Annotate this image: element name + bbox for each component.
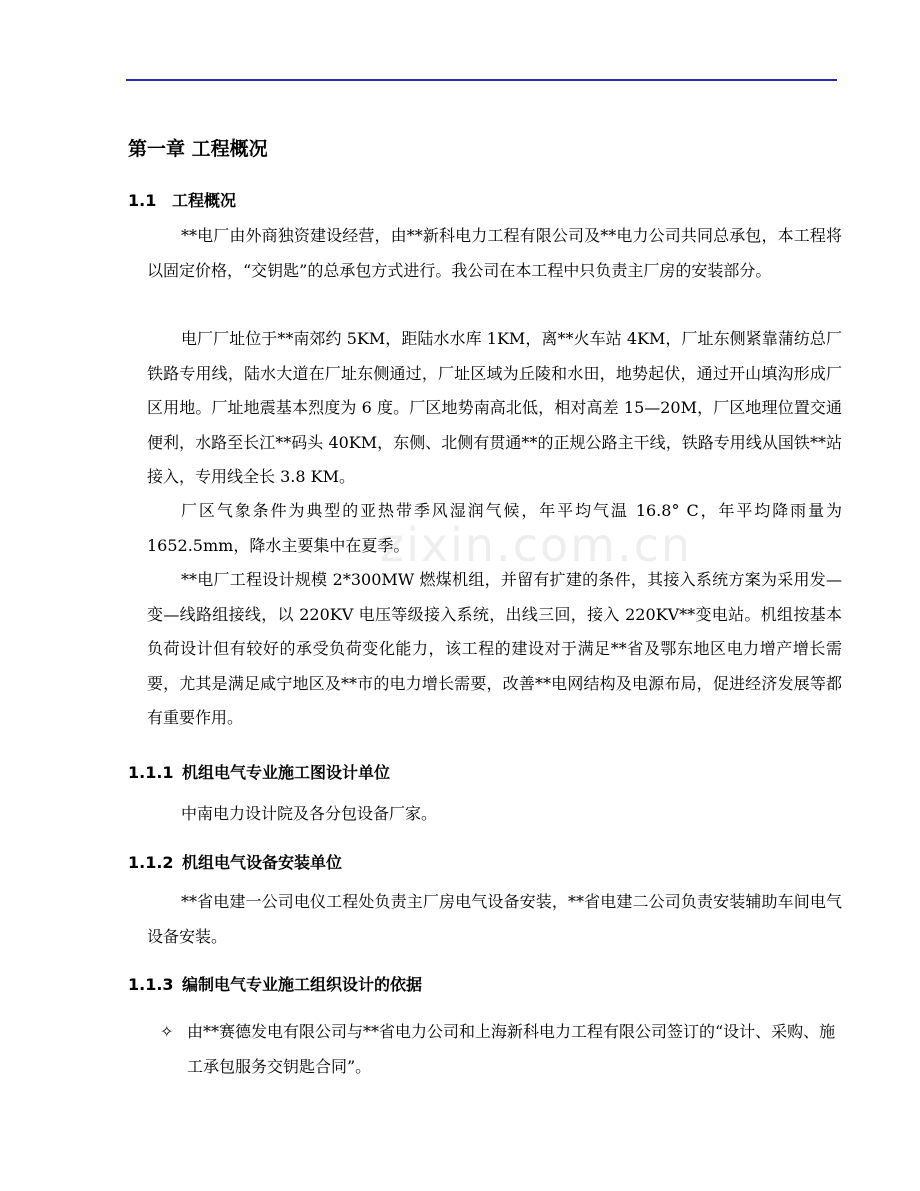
paragraph-4: **电厂工程设计规模 2*300MW 燃煤机组，并留有扩建的条件，其接入系统方案为采用发—变—线路组接线，以 220KV 电压等级接入系统，出线三回，接入 220KV**变电站。机组按基本负荷设计但有较好的承受负荷变化能力，该工程的建设对于满足**省及鄂东地区电力增产增长需要，尤其是满足咸宁地区及**市的电力增长需要，改善**电网结构及电源布局，促进经济发展等都有重要作用。 — [147, 570, 842, 727]
subsection-body-1: 中南电力设计院及各分包设备厂家。 — [181, 804, 438, 823]
diamond-bullet-icon: ✧ — [160, 1022, 174, 1041]
subsection-number: 1.1.2 — [128, 853, 174, 872]
subsection-heading-2 — [128, 850, 342, 873]
subsection-title: 编制电气专业施工组织设计的依据 — [182, 975, 423, 994]
header-rule — [126, 79, 837, 81]
subsection-heading-1 — [128, 760, 390, 783]
subsection-number: 1.1.3 — [128, 975, 174, 994]
paragraph-2: 电厂厂址位于**南郊约 5KM，距陆水水库 1KM，离**火车站 4KM，厂址东侧紧靠蒲纺总厂铁路专用线，陆水大道在厂址东侧通过，厂址区域为丘陵和水田，地势起伏，通过开山填沟形成厂区用地。厂址地震基本烈度为 6 度。厂区地势南高北低，相对高差 15—20M，厂区地理位置交通便利，水路至长江**码头 40KM，东侧、北侧有贯通**的正规公路主干线，铁路专用线从国铁**站接入，专用线全长 3.8 KM。 — [147, 329, 842, 486]
subsection-title: 机组电气专业施工图设计单位 — [182, 763, 391, 782]
chapter-title: 第一章 工程概况 — [128, 138, 268, 160]
section-heading — [128, 188, 236, 211]
section-title: 工程概况 — [172, 191, 237, 210]
watermark: zixin.com.cn — [380, 518, 693, 572]
paragraph-3: 厂区气象条件为典型的亚热带季风湿润气候，年平均气温 16.8° C，年平均降雨量为 1652.5mm，降水主要集中在夏季。 — [147, 501, 842, 555]
subsection-number: 1.1.1 — [128, 763, 174, 782]
paragraph-1: **电厂由外商独资建设经营，由**新科电力工程有限公司及**电力公司共同总承包，本工程将以固定价格，“交钥匙”的总承包方式进行。我公司在本工程中只负责主厂房的安装部分。 — [147, 226, 842, 280]
bullet-text: 由**赛德发电有限公司与**省电力公司和上海新科电力工程有限公司签订的“设计、采购、施工承包服务交钥匙合同”。 — [187, 1022, 836, 1076]
bullet-item — [160, 1015, 842, 1084]
section-number: 1.1 — [128, 191, 157, 210]
subsection-title: 机组电气设备安装单位 — [182, 853, 343, 872]
subsection-heading-3 — [128, 972, 422, 995]
subsection-body-2: **省电建一公司电仪工程处负责主厂房电气设备安装，**省电建二公司负责安装辅助车间电气设备安装。 — [147, 892, 842, 946]
